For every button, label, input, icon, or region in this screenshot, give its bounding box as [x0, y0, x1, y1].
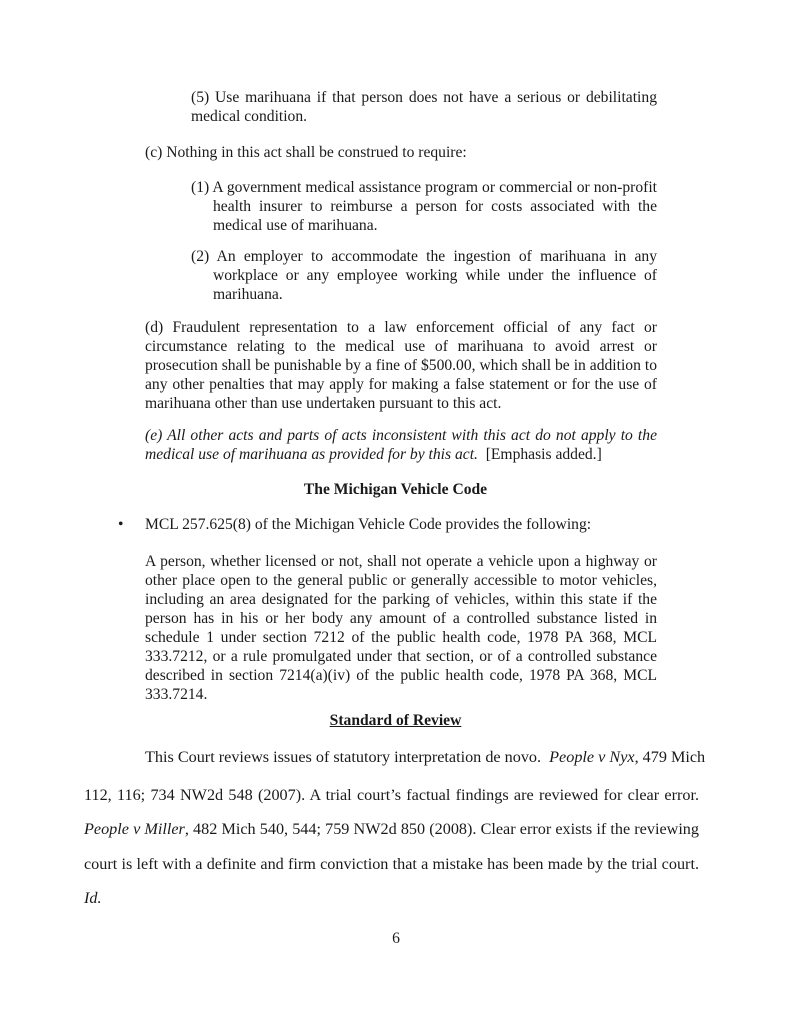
case-people-v-miller: People v Miller: [84, 820, 185, 838]
heading-vehicle-code: The Michigan Vehicle Code: [303, 481, 488, 498]
bullet-text: MCL 257.625(8) of the Michigan Vehicle Code provides the following:: [145, 516, 592, 533]
para-c-item-2-line-2: workplace or any employee working while under the influence of: [213, 267, 657, 284]
para-c-item-2: [191, 247, 657, 304]
para-c-intro: (c) Nothing in this act shall be construed to require:: [145, 144, 467, 161]
bullet-symbol: •: [118, 516, 124, 533]
standard-line-5: [84, 888, 102, 908]
para-c-item-1: [191, 178, 657, 235]
para-c-item-2-line-1: (2) An employer to accommodate the ingestion of marihuana in any: [191, 248, 657, 265]
item-5-line-1: (5) Use marihuana if that person does not have a serious or debilitating: [191, 89, 657, 106]
emphasis-note: [Emphasis added.]: [485, 446, 602, 463]
para-e-line-1: (e) All other acts and parts of acts inconsistent with this act do not apply to the: [145, 427, 657, 444]
page-number: 6: [392, 930, 400, 947]
heading-standard-of-review: Standard of Review: [329, 712, 462, 729]
standard-line-3: People v Miller, 482 Mich 540, 544; 759 NW2d 850 (2008). Clear error exists if the reviewing: [84, 820, 699, 838]
para-c-item-2-line-3: marihuana.: [213, 286, 283, 303]
citation-id: Id.: [84, 889, 102, 907]
standard-line-4: court is left with a definite and firm conviction that a mistake has been made by the trial court.: [84, 855, 699, 873]
vehicle-code-quote: A person, whether licensed or not, shall not operate a vehicle upon a highway or other place open to the general public or generally accessible to motor vehicles, including an area designated for the parking of vehicles, within this state if the person has in his or her body any amount of a controlled substance listed in schedule 1 under section 7212 of the public health code, 1978 PA 368, MCL 333.7212, or a rule promulgated under that section, or of a controlled substance described in section 7214(a)(iv) of the public health code, 1978 PA 368, MCL 333.7214.: [145, 553, 657, 703]
bullet-item: [118, 515, 678, 534]
para-c-item-1-line-1: (1) A government medical assistance program or commercial or non-profit: [191, 179, 657, 196]
para-e-line-2: medical use of marihuana as provided for by this act.: [145, 446, 478, 463]
para-e: [145, 426, 657, 464]
para-c-item-1-line-3: medical use of marihuana.: [213, 217, 378, 234]
case-people-v-nyx: People v Nyx: [549, 748, 635, 766]
para-d: (d) Fraudulent representation to a law enforcement official of any fact or circumstance relating to the medical use of marihuana to avoid arrest or prosecution shall be punishable by a fine of $500.00, which shall be in addition to any other penalties that may apply for making a false statement or for the use of marihuana other than use undertaken pursuant to this act.: [145, 319, 657, 412]
standard-line-2: 112, 116; 734 NW2d 548 (2007). A trial court’s factual findings are reviewed for clear error.: [84, 786, 699, 804]
item-5-line-2: medical condition.: [191, 108, 308, 125]
item-5: [191, 88, 657, 126]
standard-line-1: This Court reviews issues of statutory interpretation de novo. People v Nyx, 479 Mich: [145, 748, 706, 766]
para-c-item-1-line-2: health insurer to reimburse a person for costs associated with the: [213, 198, 657, 215]
